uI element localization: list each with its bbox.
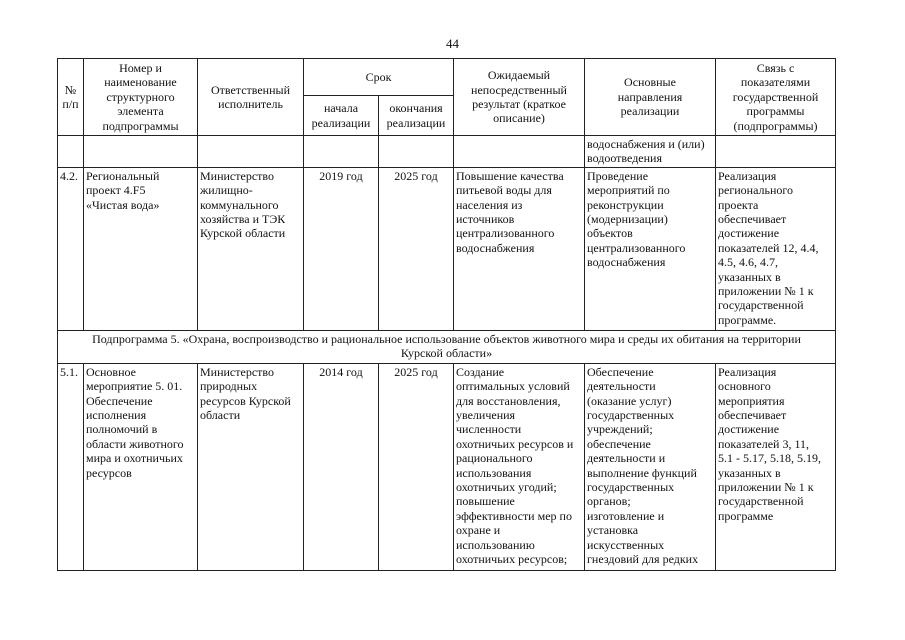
cont-executor xyxy=(198,136,304,168)
row-executor: Министерство жилищно- коммунального хозяйства и ТЭК Курской области xyxy=(198,167,304,330)
row-end: 2025 год xyxy=(379,363,454,570)
row-executor: Министерство природных ресурсов Курской области xyxy=(198,363,304,570)
cont-num xyxy=(58,136,84,168)
row-start: 2019 год xyxy=(304,167,379,330)
page-number: 44 xyxy=(446,36,459,51)
header-name: Номер и наименование структурного элемента подпрограммы xyxy=(84,59,198,136)
header-term: Срок xyxy=(304,59,454,96)
header-link: Связь с показателями государственной программы (подпрограммы) xyxy=(716,59,836,136)
cont-link xyxy=(716,136,836,168)
cont-end xyxy=(379,136,454,168)
row-num: 5.1. xyxy=(58,363,84,570)
subprogram-row xyxy=(58,330,836,363)
cont-start xyxy=(304,136,379,168)
table-row-5-1 xyxy=(58,363,836,570)
header-executor: Ответственный исполнитель xyxy=(198,59,304,136)
header-row-top xyxy=(58,59,836,96)
row-start: 2014 год xyxy=(304,363,379,570)
header-result: Ожидаемый непосредственный результат (краткое описание) xyxy=(454,59,585,136)
row-result: Создание оптимальных условий для восстановления, увеличения численности охотничьих ресурсов и рационального использования охотничьих угодий; повышение эффективности мер по охране и использованию охотничьих ресурсов; xyxy=(454,363,585,570)
header-num: № п/п xyxy=(58,59,84,136)
row-directions: Проведение мероприятий по реконструкции (модернизации) объектов централизованного водоснабжения xyxy=(585,167,716,330)
row-directions: Обеспечение деятельности (оказание услуг) государственных учреждений; обеспечение деятельности и выполнение функций государственных органов; изготовление и установка искусственных гнездовий для редких xyxy=(585,363,716,570)
row-name: Региональный проект 4.F5 «Чистая вода» xyxy=(84,167,198,330)
header-term-start: начала реализации xyxy=(304,96,379,136)
header-term-end: окончания реализации xyxy=(379,96,454,136)
row-link: Реализация регионального проекта обеспечивает достижение показателей 12, 4.4, 4.5, 4.6, 4.7, указанных в приложении № 1 к государственной программе. xyxy=(716,167,836,330)
header-directions: Основные направления реализации xyxy=(585,59,716,136)
cont-name xyxy=(84,136,198,168)
row-end: 2025 год xyxy=(379,167,454,330)
cont-directions: водоснабжения и (или) водоотведения xyxy=(585,136,716,168)
row-link: Реализация основного мероприятия обеспечивает достижение показателей 3, 11, 5.1 - 5.17, 5.18, 5.19, указанных в приложении № 1 к государственной программе xyxy=(716,363,836,570)
subprogram-title: Подпрограмма 5. «Охрана, воспроизводство и рациональное использование объектов животного мира и среды их обитания на территории Курской области» xyxy=(58,330,836,363)
table-row-4-2 xyxy=(58,167,836,330)
row-name: Основное мероприятие 5. 01. Обеспечение исполнения полномочий в области животного мира и охотничьих ресурсов xyxy=(84,363,198,570)
row-num: 4.2. xyxy=(58,167,84,330)
row-result: Повышение качества питьевой воды для населения из источников централизованного водоснабжения xyxy=(454,167,585,330)
cont-result xyxy=(454,136,585,168)
continuation-row xyxy=(58,136,836,168)
program-table xyxy=(57,58,836,571)
